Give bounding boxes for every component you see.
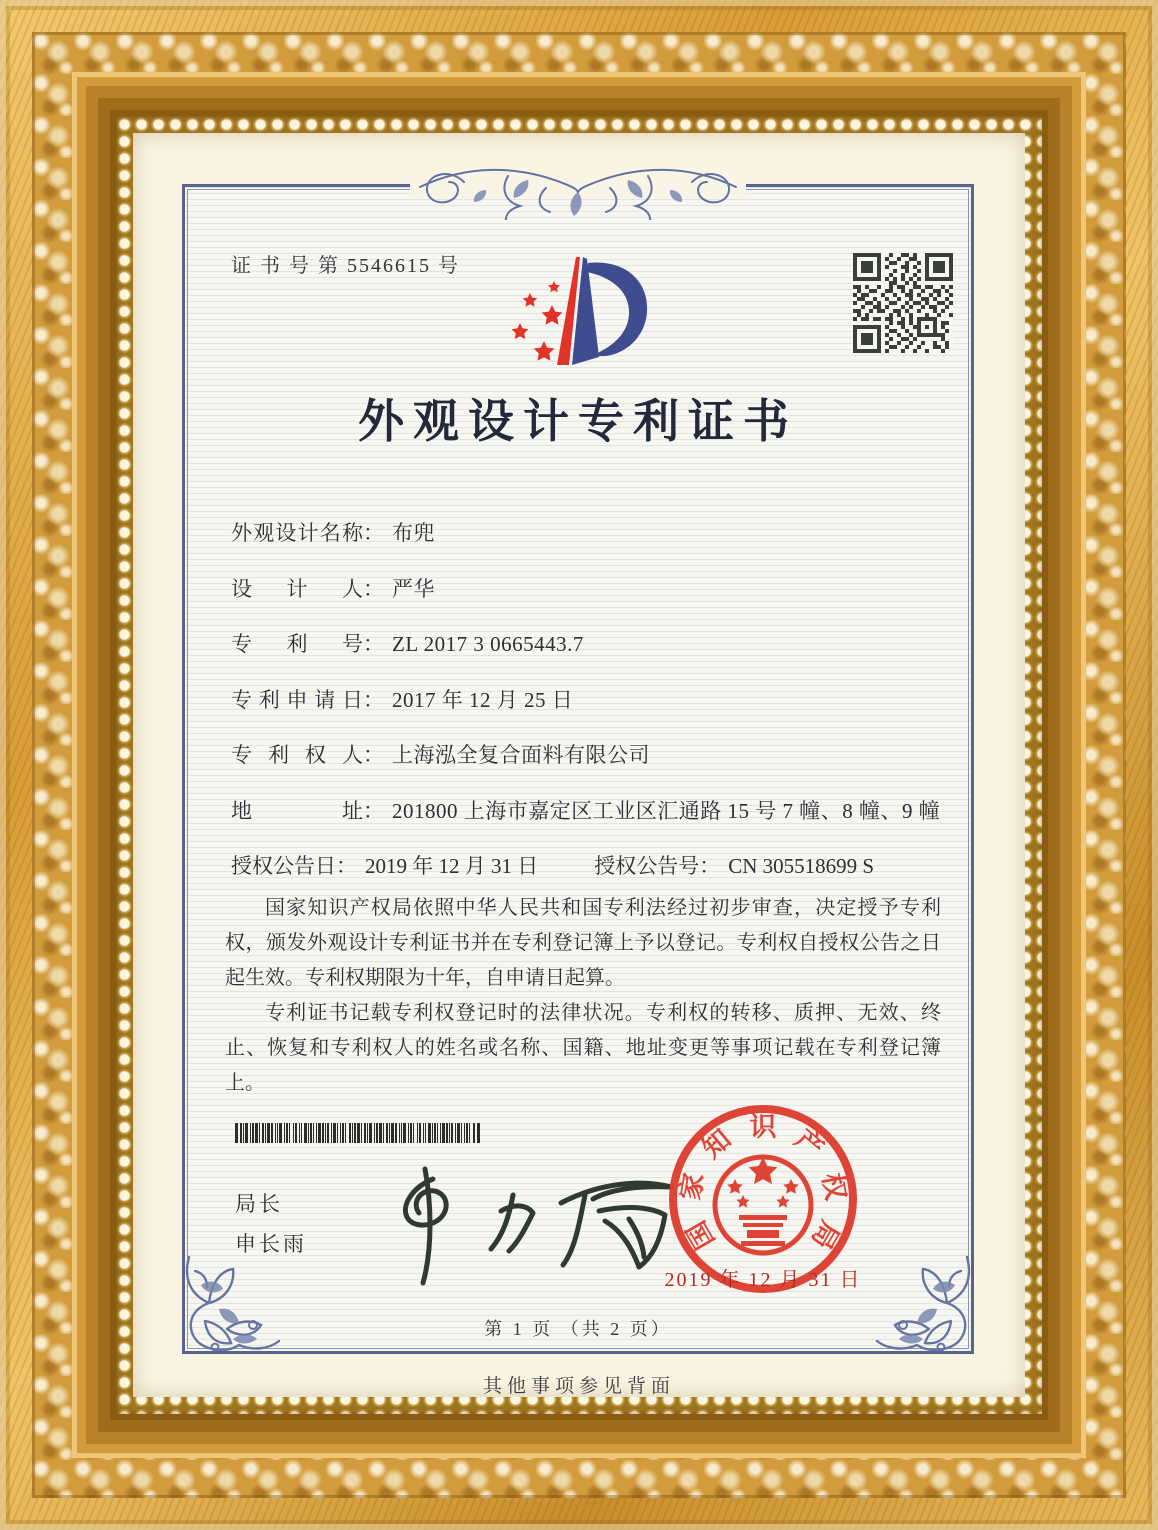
field-patent-number: 专利号： ZL 2017 3 0665443.7 bbox=[231, 628, 937, 684]
seal-char: 家 bbox=[674, 1170, 710, 1203]
grant-number: 授权公告号： CN 305518699 S bbox=[594, 854, 875, 878]
signatory-title: 局长 bbox=[235, 1193, 283, 1216]
seal-char: 局 bbox=[805, 1215, 846, 1255]
certificate-fields bbox=[231, 517, 941, 906]
field-value: 严华 bbox=[392, 576, 435, 601]
frame-bead-band bbox=[116, 116, 1042, 1414]
back-side-note: 其他事项参见背面 bbox=[482, 1376, 675, 1397]
legal-text bbox=[225, 891, 941, 1101]
seal-char: 国 bbox=[680, 1215, 721, 1255]
field-designer: 设计人： 严华 bbox=[231, 573, 937, 629]
field-value: 布兜 bbox=[392, 521, 435, 545]
field-label: 设计人 bbox=[231, 576, 363, 601]
legal-paragraph: 国家知识产权局依照中华人民共和国专利法经过初步审查，决定授予专利权，颁发外观设计专利证书并在专利登记簿上予以登记。专利权自授权公告之日起生效。专利权期限为十年，自申请日起算。 bbox=[225, 897, 941, 989]
field-address: 地址： 201800 上海市嘉定区工业区汇通路 15 号 7 幢、8 幢、9 幢 bbox=[231, 795, 937, 851]
field-value: ZL 2017 3 0665443.7 bbox=[392, 632, 584, 656]
field-label: 外观设计名称 bbox=[231, 521, 363, 545]
seal-date: 2019 年 12 月 31 日 bbox=[664, 1269, 862, 1291]
seal-char: 识 bbox=[749, 1112, 777, 1142]
signatory-block bbox=[235, 1185, 307, 1265]
field-patentee: 专利权人： 上海泓全复合面料有限公司 bbox=[231, 739, 937, 795]
qr-code bbox=[853, 253, 953, 353]
field-label: 专利申请日 bbox=[231, 687, 363, 712]
director-signature bbox=[363, 1159, 693, 1289]
field-label: 地址 bbox=[231, 798, 363, 823]
legal-paragraph: 专利证书记载专利权登记时的法律状况。专利权的转移、质押、无效、终止、恢复和专利权人的姓名或名称、国籍、地址变更等事项记载在专利登记簿上。 bbox=[225, 1002, 941, 1094]
certificate-inner-panel bbox=[182, 184, 974, 1354]
certificate-number: 证 书 号 第 5546615 号 bbox=[231, 255, 460, 277]
certificate-paper bbox=[133, 133, 1025, 1397]
page-number: 第 1 页 （共 2 页） bbox=[484, 1319, 672, 1339]
signatory-name: 申长雨 bbox=[235, 1233, 307, 1256]
frame-bevel-band bbox=[72, 72, 1086, 1458]
field-value: 上海泓全复合面料有限公司 bbox=[392, 743, 650, 767]
corner-flourish-icon bbox=[175, 1251, 287, 1363]
frame-carved-band bbox=[32, 32, 1126, 1498]
field-value: 2017 年 12 月 25 日 bbox=[392, 687, 574, 712]
seal-char: 权 bbox=[816, 1170, 852, 1203]
field-filing-date: 专利申请日： 2017 年 12 月 25 日 bbox=[231, 684, 937, 740]
field-design-name: 外观设计名称： 布兜 bbox=[231, 517, 937, 573]
top-flourish-ornament bbox=[368, 154, 788, 220]
seal-char: 产 bbox=[789, 1123, 830, 1165]
barcode bbox=[235, 1123, 481, 1143]
field-value: 201800 上海市嘉定区工业区汇通路 15 号 7 幢、8 幢、9 幢 bbox=[392, 798, 941, 823]
grant-date: 授权公告日： 2019 年 12 月 31 日 bbox=[231, 854, 539, 878]
seal-char: 知 bbox=[696, 1123, 737, 1165]
field-label: 专利权人 bbox=[231, 743, 363, 767]
corner-flourish-icon bbox=[869, 1251, 981, 1363]
cnipa-logo-icon bbox=[497, 235, 707, 385]
certificate-title: 外观设计专利证书 bbox=[358, 396, 798, 447]
national-emblem-icon bbox=[715, 1157, 811, 1253]
field-label: 专利号 bbox=[231, 632, 363, 656]
